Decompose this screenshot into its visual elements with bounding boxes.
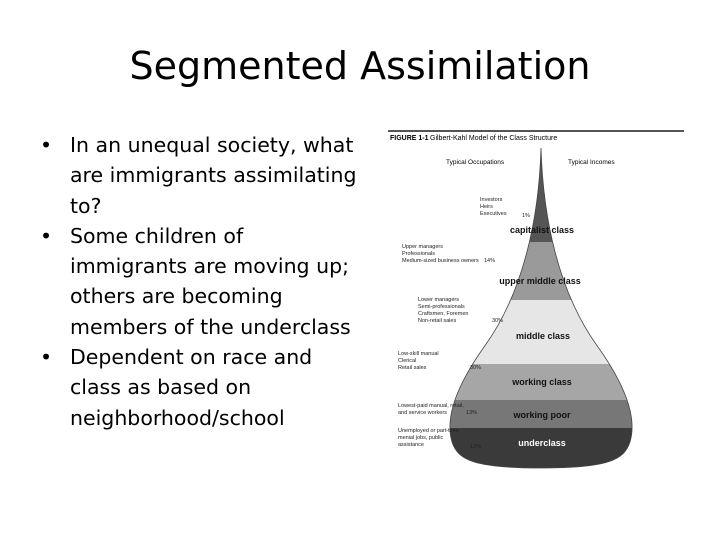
header-incomes: Typical Incomes [568, 159, 615, 166]
occupation-line: assistance [398, 442, 424, 448]
class-label-middle: middle class [515, 331, 571, 341]
figure-caption-text: Gilbert-Kahl Model of the Class Structure [430, 135, 558, 142]
bullet-dot-icon: • [40, 133, 53, 157]
occupation-line: Investors [480, 197, 503, 203]
bullet-item: • Some children of immigrants are moving up; others are becoming members of the underclass [34, 221, 364, 342]
income-percent: 30% [470, 365, 482, 371]
occupation-line: Unemployed or part-time [398, 428, 459, 434]
bullet-dot-icon: • [40, 345, 53, 370]
occupation-line: Semi-professionals [418, 304, 465, 310]
occupation-line: Lowest-paid manual, retail, [398, 403, 464, 409]
bullet-item: • In an unequal society, what are immigrants assimilating to? [34, 130, 364, 221]
occupation-line: and service workers [398, 410, 447, 416]
class-label-working: working class [512, 377, 572, 387]
income-percent: 14% [484, 258, 496, 264]
figure-caption-label: FIGURE 1-1 [390, 135, 429, 142]
class-structure-figure [388, 122, 684, 470]
income-percent: 12% [470, 444, 482, 450]
income-percent: 30% [492, 318, 504, 324]
occupation-line: Heirs [480, 204, 493, 210]
class-label-working-poor: working poor [513, 410, 571, 420]
header-occupations: Typical Occupations [446, 159, 505, 166]
occupation-line: Medium-sized business owners [402, 258, 479, 264]
occupation-line: Professionals [402, 251, 436, 257]
occupation-line: Craftsmen, Foremen [418, 311, 469, 317]
occupation-line: menial jobs, public [398, 435, 444, 441]
occupation-line: Retail sales [398, 365, 427, 371]
class-structure-diagram [388, 122, 684, 470]
income-percent: 13% [466, 410, 478, 416]
class-label-capitalist: capitalist class [509, 225, 575, 235]
class-label-underclass: underclass [518, 438, 566, 448]
slide-title: Segmented Assimilation [129, 44, 591, 88]
occupation-line: Lower managers [418, 297, 459, 303]
occupation-line: Executives [480, 211, 507, 217]
occupation-line: Low-skill manual [398, 351, 439, 357]
class-label-upper-middle: upper middle class [499, 276, 581, 286]
income-percent: 1% [522, 213, 530, 219]
occupation-line: Clerical [398, 358, 417, 364]
occupation-line: Upper managers [402, 244, 443, 250]
bullet-item: • Dependent on race and class as based on neighborhood/school [34, 342, 364, 433]
bullet-list [34, 130, 364, 433]
bullet-dot-icon: • [40, 223, 53, 248]
occupation-line: Non-retail sales [418, 318, 457, 324]
